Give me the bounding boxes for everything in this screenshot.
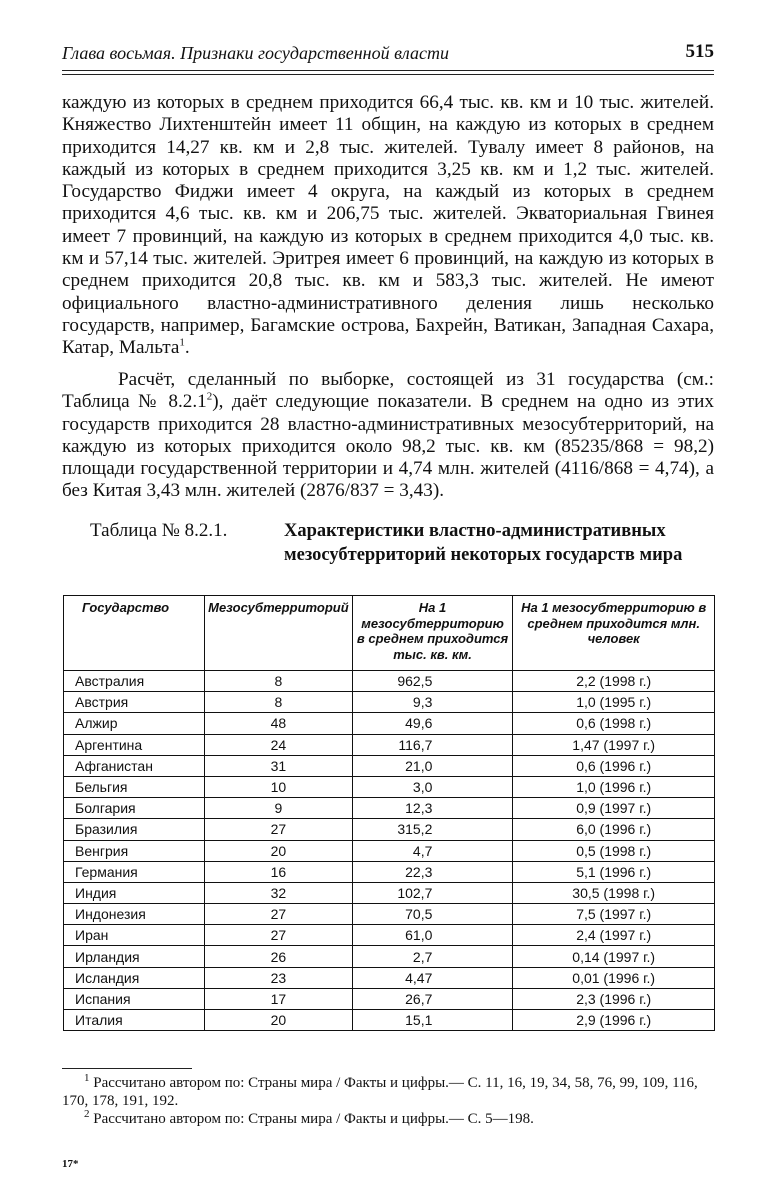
- cell-area: 962,5: [352, 671, 513, 692]
- cell-area: 3,0: [352, 776, 513, 797]
- table-row: [64, 861, 715, 882]
- statistics-table: [63, 595, 715, 1031]
- cell-mesoterritories: 27: [205, 819, 353, 840]
- footnote-ref-1: 1: [179, 336, 185, 349]
- cell-area: 49,6: [352, 713, 513, 734]
- cell-area: 15,1: [352, 1010, 513, 1031]
- cell-mesoterritories: 10: [205, 776, 353, 797]
- cell-country: Бельгия: [64, 776, 205, 797]
- cell-area: 4,7: [352, 840, 513, 861]
- footnote-ref-2: 2: [206, 390, 213, 403]
- cell-area: 116,7: [352, 734, 513, 755]
- cell-population: 5,1 (1996 г.): [513, 861, 715, 882]
- table-row: [64, 776, 715, 797]
- cell-area: 22,3: [352, 861, 513, 882]
- cell-mesoterritories: 27: [205, 904, 353, 925]
- cell-mesoterritories: 20: [205, 840, 353, 861]
- cell-country: Ирландия: [64, 946, 205, 967]
- table-row: [64, 988, 715, 1009]
- column-header-population: На 1 мезосубтерриторию в среднем приходится млн. человек: [513, 596, 715, 671]
- table-title: Характеристики властно-административных мезосубтерриторий некоторых государств мира: [284, 521, 683, 565]
- table-row: [64, 904, 715, 925]
- table-row: [64, 840, 715, 861]
- cell-mesoterritories: 8: [205, 692, 353, 713]
- cell-population: 2,2 (1998 г.): [513, 671, 715, 692]
- cell-mesoterritories: 26: [205, 946, 353, 967]
- cell-population: 6,0 (1996 г.): [513, 819, 715, 840]
- cell-area: 9,3: [352, 692, 513, 713]
- column-header-count: Мезосубтерриторий: [205, 596, 353, 671]
- table-row: [64, 1010, 715, 1031]
- cell-mesoterritories: 20: [205, 1010, 353, 1031]
- paragraph-2-text-b: ), даёт следующие показатели. В среднем на одно из этих государств приходится 28 властно-административных мезосубтерриторий, на каждую из которых приходится около 98,2 тыс. кв. км (85235/868 = 98,2) площади государственной территории и 4,74 млн. жителей (4116/868 = 4,74), а без Китая 3,43 млн. жителей (2876/837 = 3,43).: [62, 391, 714, 502]
- cell-population: 7,5 (1997 г.): [513, 904, 715, 925]
- cell-population: 0,6 (1996 г.): [513, 755, 715, 776]
- cell-population: 1,0 (1996 г.): [513, 776, 715, 797]
- footnote-1: [62, 1074, 714, 1110]
- footnote-2-text: Рассчитано автором по: Страны мира / Факты и цифры.— С. 5—198.: [93, 1111, 534, 1127]
- cell-area: 21,0: [352, 755, 513, 776]
- cell-country: Индонезия: [64, 904, 205, 925]
- paragraph-1-end: .: [184, 337, 190, 359]
- cell-population: 1,47 (1997 г.): [513, 734, 715, 755]
- cell-country: Венгрия: [64, 840, 205, 861]
- table-row: [64, 671, 715, 692]
- table-header-row: [64, 596, 715, 671]
- footnote-2: [62, 1110, 714, 1128]
- chapter-title: Глава восьмая. Признаки государственной власти: [62, 43, 449, 63]
- table-number: Таблица № 8.2.1.: [90, 520, 228, 541]
- cell-population: 0,5 (1998 г.): [513, 840, 715, 861]
- footnote-separator: [62, 1068, 192, 1069]
- cell-country: Австрия: [64, 692, 205, 713]
- column-header-area: На 1 мезосубтерриторию в среднем приходится тыс. кв. км.: [352, 596, 513, 671]
- cell-mesoterritories: 48: [205, 713, 353, 734]
- cell-country: Болгария: [64, 798, 205, 819]
- cell-population: 0,9 (1997 г.): [513, 798, 715, 819]
- table-row: [64, 692, 715, 713]
- cell-country: Австралия: [64, 671, 205, 692]
- cell-country: Аргентина: [64, 734, 205, 755]
- cell-mesoterritories: 17: [205, 988, 353, 1009]
- cell-area: 26,7: [352, 988, 513, 1009]
- table-row: [64, 798, 715, 819]
- table-row: [64, 946, 715, 967]
- header-rule-top: [62, 70, 714, 71]
- table-row: [64, 925, 715, 946]
- cell-mesoterritories: 32: [205, 882, 353, 903]
- cell-country: Германия: [64, 861, 205, 882]
- cell-area: 4,47: [352, 967, 513, 988]
- cell-country: Италия: [64, 1010, 205, 1031]
- table-body: [64, 671, 715, 1031]
- table-row: [64, 713, 715, 734]
- cell-mesoterritories: 8: [205, 671, 353, 692]
- cell-mesoterritories: 24: [205, 734, 353, 755]
- cell-country: Афганистан: [64, 755, 205, 776]
- running-header: [62, 38, 714, 68]
- cell-country: Иран: [64, 925, 205, 946]
- table-row: [64, 734, 715, 755]
- signature-mark: 17*: [62, 1158, 79, 1170]
- paragraph-2-text-a: Расчёт, сделанный по выборке, состоящей из 31 государства (см.: Таблица № 8.2.1: [62, 369, 714, 413]
- cell-mesoterritories: 27: [205, 925, 353, 946]
- cell-population: 1,0 (1995 г.): [513, 692, 715, 713]
- cell-population: 0,6 (1998 г.): [513, 713, 715, 734]
- footnote-1-mark: 1: [84, 1072, 90, 1084]
- footnote-2-mark: 2: [84, 1108, 90, 1120]
- cell-area: 102,7: [352, 882, 513, 903]
- cell-population: 2,9 (1996 г.): [513, 1010, 715, 1031]
- page-number: 515: [685, 41, 714, 62]
- cell-population: 0,01 (1996 г.): [513, 967, 715, 988]
- table-row: [64, 755, 715, 776]
- cell-mesoterritories: 23: [205, 967, 353, 988]
- cell-mesoterritories: 31: [205, 755, 353, 776]
- table-row: [64, 819, 715, 840]
- cell-mesoterritories: 9: [205, 798, 353, 819]
- cell-mesoterritories: 16: [205, 861, 353, 882]
- header-rule-bottom: [62, 74, 714, 75]
- cell-area: 2,7: [352, 946, 513, 967]
- cell-population: 0,14 (1997 г.): [513, 946, 715, 967]
- paragraph-1: [62, 92, 714, 360]
- cell-country: Исландия: [64, 967, 205, 988]
- paragraph-2: [62, 369, 714, 503]
- cell-population: 30,5 (1998 г.): [513, 882, 715, 903]
- cell-area: 61,0: [352, 925, 513, 946]
- cell-population: 2,4 (1997 г.): [513, 925, 715, 946]
- table-row: [64, 967, 715, 988]
- cell-country: Бразилия: [64, 819, 205, 840]
- table-row: [64, 882, 715, 903]
- cell-area: 12,3: [352, 798, 513, 819]
- cell-country: Алжир: [64, 713, 205, 734]
- cell-country: Индия: [64, 882, 205, 903]
- column-header-country: Государство: [64, 596, 205, 671]
- cell-population: 2,3 (1996 г.): [513, 988, 715, 1009]
- footnote-1-text: Рассчитано автором по: Страны мира / Факты и цифры.— С. 11, 16, 19, 34, 58, 76, 99, 109, 116, 170, 178, 191, 192.: [62, 1075, 698, 1109]
- footnotes: [62, 1074, 714, 1128]
- cell-area: 70,5: [352, 904, 513, 925]
- cell-country: Испания: [64, 988, 205, 1009]
- paragraph-1-text: каждую из которых в среднем приходится 66,4 тыс. кв. км и 10 тыс. жителей. Княжество Лихтенштейн имеет 11 общин, на каждую из которых в среднем приходится 14,27 кв. км и 2,8 тыс. жителей. Тувалу имеет 8 районов, на каждый из которых в среднем приходится 3,25 кв. км и 1,2 тыс. жителей. Государство Фиджи имеет 4 округа, на каждый из которых в среднем приходится 4,6 тыс. кв. км и 206,75 тыс. жителей. Экваториальная Гвинея имеет 7 провинций, на каждую из которых в среднем приходится 4,0 тыс. кв. км и 57,14 тыс. жителей. Эритрея имеет 6 провинций, на каждую из которых в среднем приходится 20,8 тыс. кв. км и 583,3 тыс. жителей. Не имеют официального властно-административного деления лишь несколько государств, например, Багамские острова, Бахрейн, Ватикан, Западная Сахара, Катар, Мальта: [62, 92, 714, 359]
- cell-area: 315,2: [352, 819, 513, 840]
